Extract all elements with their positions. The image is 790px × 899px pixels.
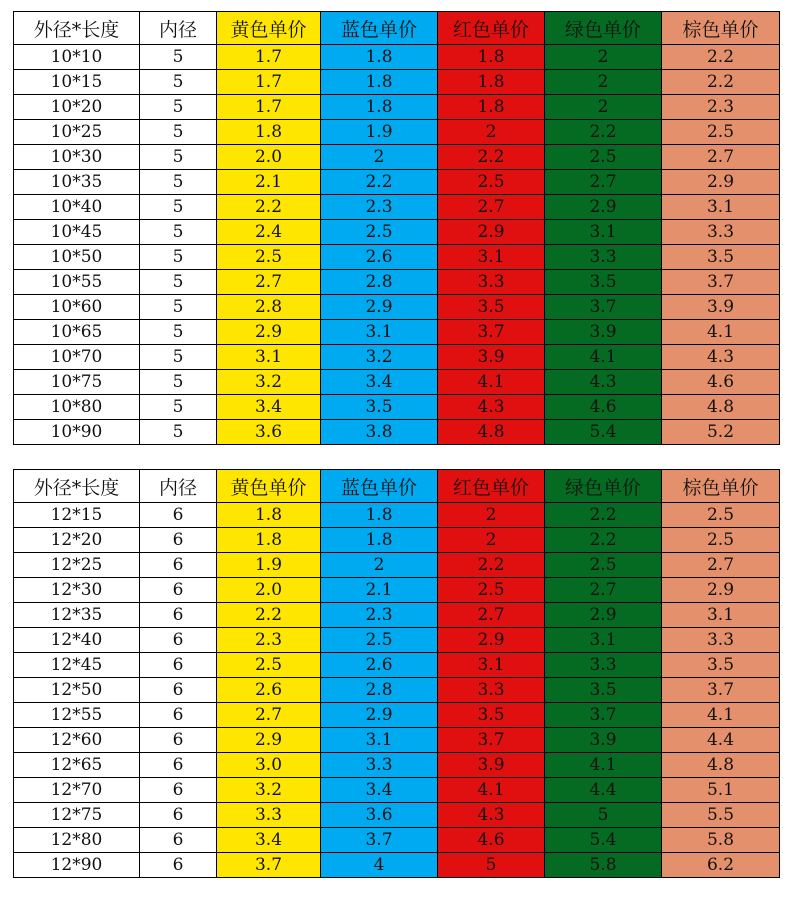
cell-yellow-price: 1.8 <box>217 528 321 553</box>
cell-red-price: 2.5 <box>438 170 545 195</box>
table-row <box>14 220 780 245</box>
table-row <box>14 553 780 578</box>
cell-brown-price: 2.2 <box>662 70 780 95</box>
cell-brown-price: 2.5 <box>662 503 780 528</box>
table-row <box>14 320 780 345</box>
cell-brown-price: 5.8 <box>662 828 780 853</box>
cell-inner-diameter: 6 <box>140 853 217 878</box>
header-inner-diameter: 内径 <box>140 12 217 45</box>
header-brown-price: 棕色单价 <box>662 12 780 45</box>
cell-inner-diameter: 6 <box>140 503 217 528</box>
cell-green-price: 5.4 <box>545 420 662 445</box>
cell-red-price: 3.3 <box>438 270 545 295</box>
header-row <box>14 12 780 45</box>
cell-inner-diameter: 5 <box>140 45 217 70</box>
cell-size: 10*80 <box>14 395 140 420</box>
cell-brown-price: 2.9 <box>662 578 780 603</box>
cell-inner-diameter: 6 <box>140 603 217 628</box>
cell-size: 10*35 <box>14 170 140 195</box>
cell-brown-price: 3.1 <box>662 603 780 628</box>
cell-yellow-price: 3.1 <box>217 345 321 370</box>
cell-size: 10*40 <box>14 195 140 220</box>
cell-green-price: 3.7 <box>545 295 662 320</box>
table-row <box>14 528 780 553</box>
cell-size: 10*10 <box>14 45 140 70</box>
cell-yellow-price: 3.2 <box>217 370 321 395</box>
cell-size: 12*65 <box>14 753 140 778</box>
cell-green-price: 4.6 <box>545 395 662 420</box>
cell-green-price: 4.4 <box>545 778 662 803</box>
cell-size: 10*65 <box>14 320 140 345</box>
cell-yellow-price: 3.0 <box>217 753 321 778</box>
table-row <box>14 370 780 395</box>
cell-size: 10*50 <box>14 245 140 270</box>
cell-brown-price: 4.6 <box>662 370 780 395</box>
cell-size: 10*70 <box>14 345 140 370</box>
table-row <box>14 270 780 295</box>
cell-green-price: 3.7 <box>545 703 662 728</box>
cell-inner-diameter: 6 <box>140 778 217 803</box>
cell-blue-price: 2.5 <box>321 220 438 245</box>
cell-green-price: 2 <box>545 70 662 95</box>
cell-brown-price: 2.3 <box>662 95 780 120</box>
cell-size: 10*60 <box>14 295 140 320</box>
cell-brown-price: 5.1 <box>662 778 780 803</box>
cell-size: 10*75 <box>14 370 140 395</box>
cell-green-price: 2.2 <box>545 120 662 145</box>
cell-green-price: 3.5 <box>545 678 662 703</box>
cell-size: 12*50 <box>14 678 140 703</box>
header-yellow-price: 黄色单价 <box>217 12 321 45</box>
cell-size: 12*90 <box>14 853 140 878</box>
cell-brown-price: 5.2 <box>662 420 780 445</box>
cell-green-price: 2 <box>545 45 662 70</box>
cell-yellow-price: 3.2 <box>217 778 321 803</box>
cell-blue-price: 1.9 <box>321 120 438 145</box>
cell-size: 10*30 <box>14 145 140 170</box>
cell-green-price: 3.9 <box>545 728 662 753</box>
table-row <box>14 503 780 528</box>
cell-green-price: 2.5 <box>545 145 662 170</box>
table-row <box>14 120 780 145</box>
cell-red-price: 3.9 <box>438 753 545 778</box>
cell-size: 12*70 <box>14 778 140 803</box>
cell-yellow-price: 1.7 <box>217 95 321 120</box>
cell-blue-price: 2 <box>321 553 438 578</box>
cell-yellow-price: 3.4 <box>217 828 321 853</box>
cell-brown-price: 3.5 <box>662 653 780 678</box>
cell-size: 10*15 <box>14 70 140 95</box>
cell-blue-price: 2.2 <box>321 170 438 195</box>
table-body <box>14 45 780 445</box>
table-row <box>14 195 780 220</box>
cell-inner-diameter: 6 <box>140 803 217 828</box>
cell-blue-price: 2.6 <box>321 653 438 678</box>
cell-red-price: 3.1 <box>438 653 545 678</box>
cell-red-price: 2 <box>438 120 545 145</box>
cell-red-price: 4.1 <box>438 370 545 395</box>
cell-green-price: 2.9 <box>545 195 662 220</box>
cell-red-price: 4.3 <box>438 803 545 828</box>
cell-inner-diameter: 5 <box>140 320 217 345</box>
cell-brown-price: 4.1 <box>662 703 780 728</box>
table-row <box>14 653 780 678</box>
cell-inner-diameter: 5 <box>140 420 217 445</box>
cell-green-price: 4.1 <box>545 345 662 370</box>
header-yellow-price: 黄色单价 <box>217 470 321 503</box>
cell-red-price: 3.5 <box>438 703 545 728</box>
cell-blue-price: 2 <box>321 145 438 170</box>
cell-blue-price: 2.3 <box>321 603 438 628</box>
cell-yellow-price: 2.2 <box>217 195 321 220</box>
cell-red-price: 2.7 <box>438 603 545 628</box>
cell-brown-price: 4.8 <box>662 395 780 420</box>
cell-inner-diameter: 5 <box>140 195 217 220</box>
cell-red-price: 1.8 <box>438 45 545 70</box>
cell-yellow-price: 2.6 <box>217 678 321 703</box>
cell-blue-price: 2.6 <box>321 245 438 270</box>
cell-green-price: 3.5 <box>545 270 662 295</box>
cell-yellow-price: 2.9 <box>217 320 321 345</box>
cell-brown-price: 3.5 <box>662 245 780 270</box>
cell-green-price: 5 <box>545 803 662 828</box>
cell-inner-diameter: 6 <box>140 678 217 703</box>
cell-red-price: 4.8 <box>438 420 545 445</box>
cell-green-price: 5.4 <box>545 828 662 853</box>
cell-green-price: 3.1 <box>545 628 662 653</box>
cell-yellow-price: 2.0 <box>217 145 321 170</box>
cell-yellow-price: 3.4 <box>217 395 321 420</box>
cell-blue-price: 3.1 <box>321 728 438 753</box>
cell-size: 12*40 <box>14 628 140 653</box>
cell-inner-diameter: 5 <box>140 220 217 245</box>
cell-green-price: 3.3 <box>545 653 662 678</box>
cell-yellow-price: 1.9 <box>217 553 321 578</box>
table-row <box>14 703 780 728</box>
cell-green-price: 2.5 <box>545 553 662 578</box>
header-blue-price: 蓝色单价 <box>321 12 438 45</box>
cell-brown-price: 4.3 <box>662 345 780 370</box>
cell-yellow-price: 1.8 <box>217 503 321 528</box>
cell-blue-price: 3.5 <box>321 395 438 420</box>
cell-size: 12*80 <box>14 828 140 853</box>
cell-red-price: 4.6 <box>438 828 545 853</box>
cell-red-price: 4.3 <box>438 395 545 420</box>
cell-red-price: 4.1 <box>438 778 545 803</box>
cell-inner-diameter: 5 <box>140 270 217 295</box>
cell-inner-diameter: 5 <box>140 245 217 270</box>
cell-brown-price: 2.9 <box>662 170 780 195</box>
cell-blue-price: 2.9 <box>321 295 438 320</box>
cell-inner-diameter: 5 <box>140 395 217 420</box>
cell-blue-price: 3.7 <box>321 828 438 853</box>
cell-red-price: 2 <box>438 528 545 553</box>
cell-inner-diameter: 6 <box>140 828 217 853</box>
cell-blue-price: 1.8 <box>321 70 438 95</box>
cell-yellow-price: 2.1 <box>217 170 321 195</box>
cell-red-price: 5 <box>438 853 545 878</box>
cell-inner-diameter: 6 <box>140 578 217 603</box>
cell-size: 12*20 <box>14 528 140 553</box>
cell-size: 12*75 <box>14 803 140 828</box>
cell-green-price: 3.3 <box>545 245 662 270</box>
cell-blue-price: 3.8 <box>321 420 438 445</box>
cell-yellow-price: 3.3 <box>217 803 321 828</box>
table-row <box>14 420 780 445</box>
cell-size: 10*20 <box>14 95 140 120</box>
cell-yellow-price: 2.7 <box>217 270 321 295</box>
cell-brown-price: 4.1 <box>662 320 780 345</box>
cell-yellow-price: 2.7 <box>217 703 321 728</box>
table-row <box>14 828 780 853</box>
cell-green-price: 2.7 <box>545 578 662 603</box>
cell-blue-price: 3.1 <box>321 320 438 345</box>
cell-inner-diameter: 5 <box>140 145 217 170</box>
table-row <box>14 170 780 195</box>
cell-red-price: 3.3 <box>438 678 545 703</box>
cell-blue-price: 2.5 <box>321 628 438 653</box>
cell-blue-price: 4 <box>321 853 438 878</box>
table-row <box>14 728 780 753</box>
cell-blue-price: 2.8 <box>321 678 438 703</box>
cell-green-price: 4.3 <box>545 370 662 395</box>
cell-brown-price: 2.5 <box>662 528 780 553</box>
cell-size: 12*35 <box>14 603 140 628</box>
cell-size: 12*60 <box>14 728 140 753</box>
cell-yellow-price: 3.7 <box>217 853 321 878</box>
cell-inner-diameter: 6 <box>140 528 217 553</box>
cell-inner-diameter: 6 <box>140 653 217 678</box>
table-row <box>14 45 780 70</box>
table-row <box>14 395 780 420</box>
cell-blue-price: 2.9 <box>321 703 438 728</box>
table-row <box>14 753 780 778</box>
cell-blue-price: 2.8 <box>321 270 438 295</box>
cell-red-price: 2.9 <box>438 220 545 245</box>
table-row <box>14 603 780 628</box>
cell-inner-diameter: 5 <box>140 370 217 395</box>
cell-red-price: 2.7 <box>438 195 545 220</box>
cell-inner-diameter: 5 <box>140 345 217 370</box>
table-row <box>14 95 780 120</box>
cell-blue-price: 3.4 <box>321 778 438 803</box>
cell-green-price: 2.9 <box>545 603 662 628</box>
cell-yellow-price: 2.8 <box>217 295 321 320</box>
cell-blue-price: 3.3 <box>321 753 438 778</box>
cell-blue-price: 1.8 <box>321 95 438 120</box>
cell-red-price: 3.7 <box>438 320 545 345</box>
header-row <box>14 470 780 503</box>
cell-size: 12*55 <box>14 703 140 728</box>
cell-red-price: 2.5 <box>438 578 545 603</box>
cell-yellow-price: 2.9 <box>217 728 321 753</box>
table-row <box>14 853 780 878</box>
cell-brown-price: 3.9 <box>662 295 780 320</box>
table-row <box>14 678 780 703</box>
price-table-12 <box>13 469 780 878</box>
cell-red-price: 2.2 <box>438 553 545 578</box>
cell-size: 10*25 <box>14 120 140 145</box>
cell-inner-diameter: 6 <box>140 628 217 653</box>
header-green-price: 绿色单价 <box>545 12 662 45</box>
cell-brown-price: 2.7 <box>662 553 780 578</box>
table-row <box>14 578 780 603</box>
header-inner-diameter: 内径 <box>140 470 217 503</box>
cell-inner-diameter: 5 <box>140 120 217 145</box>
cell-yellow-price: 2.5 <box>217 245 321 270</box>
cell-inner-diameter: 5 <box>140 95 217 120</box>
cell-red-price: 2.2 <box>438 145 545 170</box>
cell-blue-price: 3.2 <box>321 345 438 370</box>
cell-inner-diameter: 6 <box>140 553 217 578</box>
cell-green-price: 2.2 <box>545 528 662 553</box>
cell-blue-price: 1.8 <box>321 503 438 528</box>
header-size: 外径*长度 <box>14 470 140 503</box>
cell-green-price: 4.1 <box>545 753 662 778</box>
cell-green-price: 2.7 <box>545 170 662 195</box>
header-red-price: 红色单价 <box>438 12 545 45</box>
cell-inner-diameter: 5 <box>140 295 217 320</box>
cell-size: 10*45 <box>14 220 140 245</box>
price-table-10 <box>13 11 780 445</box>
header-brown-price: 棕色单价 <box>662 470 780 503</box>
cell-green-price: 5.8 <box>545 853 662 878</box>
cell-green-price: 3.9 <box>545 320 662 345</box>
cell-red-price: 3.9 <box>438 345 545 370</box>
cell-yellow-price: 1.7 <box>217 70 321 95</box>
cell-brown-price: 5.5 <box>662 803 780 828</box>
cell-brown-price: 4.8 <box>662 753 780 778</box>
cell-brown-price: 2.7 <box>662 145 780 170</box>
cell-size: 12*30 <box>14 578 140 603</box>
cell-blue-price: 2.3 <box>321 195 438 220</box>
cell-blue-price: 3.6 <box>321 803 438 828</box>
cell-yellow-price: 2.2 <box>217 603 321 628</box>
cell-brown-price: 3.1 <box>662 195 780 220</box>
cell-size: 10*90 <box>14 420 140 445</box>
cell-red-price: 1.8 <box>438 95 545 120</box>
cell-blue-price: 3.4 <box>321 370 438 395</box>
table-row <box>14 145 780 170</box>
cell-brown-price: 3.7 <box>662 270 780 295</box>
cell-red-price: 1.8 <box>438 70 545 95</box>
cell-brown-price: 6.2 <box>662 853 780 878</box>
cell-yellow-price: 1.8 <box>217 120 321 145</box>
cell-size: 12*45 <box>14 653 140 678</box>
cell-blue-price: 2.1 <box>321 578 438 603</box>
cell-green-price: 2.2 <box>545 503 662 528</box>
cell-size: 12*15 <box>14 503 140 528</box>
cell-brown-price: 2.2 <box>662 45 780 70</box>
header-blue-price: 蓝色单价 <box>321 470 438 503</box>
cell-yellow-price: 2.3 <box>217 628 321 653</box>
table-row <box>14 345 780 370</box>
cell-red-price: 2 <box>438 503 545 528</box>
table-body <box>14 503 780 878</box>
table-row <box>14 628 780 653</box>
table-row <box>14 245 780 270</box>
cell-brown-price: 2.5 <box>662 120 780 145</box>
cell-red-price: 3.5 <box>438 295 545 320</box>
table-row <box>14 295 780 320</box>
cell-brown-price: 4.4 <box>662 728 780 753</box>
cell-yellow-price: 2.0 <box>217 578 321 603</box>
cell-inner-diameter: 5 <box>140 170 217 195</box>
cell-red-price: 3.7 <box>438 728 545 753</box>
cell-yellow-price: 1.7 <box>217 45 321 70</box>
table-row <box>14 803 780 828</box>
cell-brown-price: 3.3 <box>662 628 780 653</box>
cell-green-price: 3.1 <box>545 220 662 245</box>
cell-yellow-price: 2.4 <box>217 220 321 245</box>
cell-yellow-price: 3.6 <box>217 420 321 445</box>
cell-inner-diameter: 6 <box>140 728 217 753</box>
cell-blue-price: 1.8 <box>321 528 438 553</box>
header-green-price: 绿色单价 <box>545 470 662 503</box>
cell-inner-diameter: 6 <box>140 753 217 778</box>
cell-size: 10*55 <box>14 270 140 295</box>
table-row <box>14 70 780 95</box>
cell-inner-diameter: 6 <box>140 703 217 728</box>
cell-brown-price: 3.3 <box>662 220 780 245</box>
cell-inner-diameter: 5 <box>140 70 217 95</box>
cell-brown-price: 3.7 <box>662 678 780 703</box>
header-size: 外径*长度 <box>14 12 140 45</box>
cell-yellow-price: 2.5 <box>217 653 321 678</box>
cell-red-price: 3.1 <box>438 245 545 270</box>
cell-red-price: 2.9 <box>438 628 545 653</box>
table-row <box>14 778 780 803</box>
header-red-price: 红色单价 <box>438 470 545 503</box>
cell-size: 12*25 <box>14 553 140 578</box>
cell-blue-price: 1.8 <box>321 45 438 70</box>
cell-green-price: 2 <box>545 95 662 120</box>
